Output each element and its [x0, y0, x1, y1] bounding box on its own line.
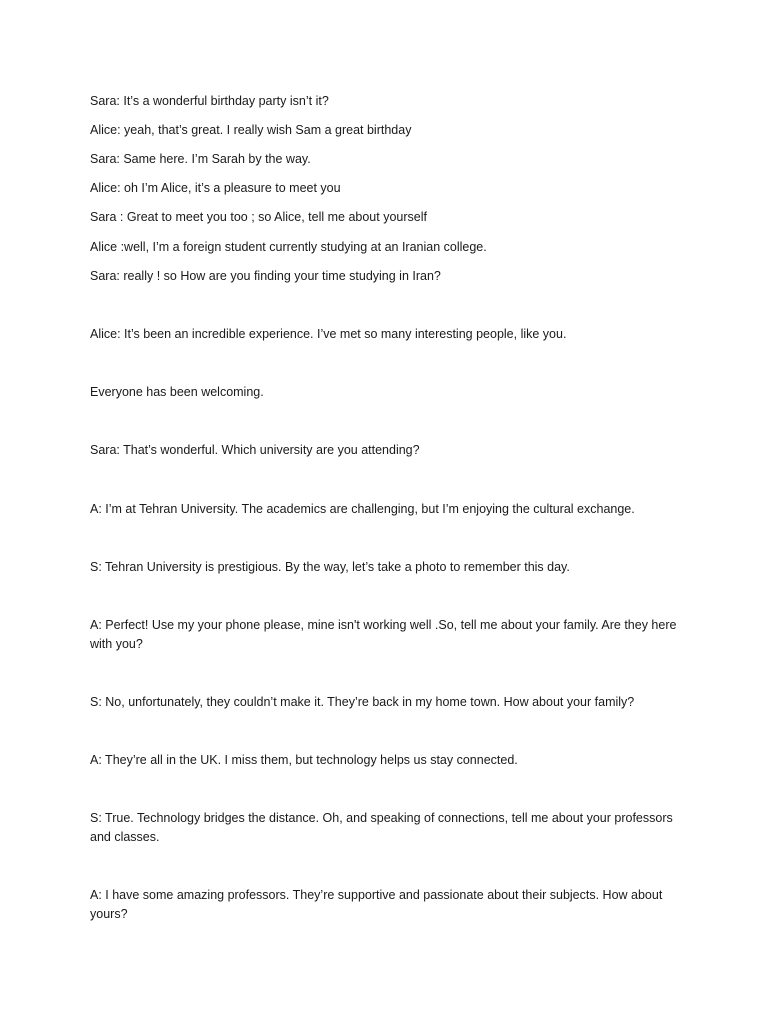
dialogue-line: A: I’m at Tehran University. The academics are challenging, but I’m enjoying the cultural exchange. [90, 502, 635, 516]
dialogue-line: S: No, unfortunately, they couldn’t make it. They’re back in my home town. How about your family? [90, 695, 635, 709]
dialogue-line: Sara: really ! so How are you finding your time studying in Iran? [90, 269, 441, 283]
dialogue-line: A: I have some amazing professors. They’re supportive and passionate about their subjects. How about yours? [90, 888, 663, 921]
dialogue-line: A: Perfect! Use my your phone please, mine isn't working well .So, tell me about your family. Are they here with you? [90, 618, 677, 651]
dialogue-line: Sara: It’s a wonderful birthday party isn’t it? [90, 94, 329, 108]
dialogue-line: A: They’re all in the UK. I miss them, but technology helps us stay connected. [90, 753, 518, 767]
dialogue-line: Alice: oh I’m Alice, it’s a pleasure to meet you [90, 181, 341, 195]
dialogue-line: Everyone has been welcoming. [90, 385, 264, 399]
dialogue-line: Alice :well, I’m a foreign student currently studying at an Iranian college. [90, 240, 487, 254]
dialogue-line: S: Tehran University is prestigious. By the way, let’s take a photo to remember this day. [90, 560, 570, 574]
dialogue-line: Sara: Same here. I’m Sarah by the way. [90, 152, 311, 166]
dialogue-line: Alice: yeah, that’s great. I really wish Sam a great birthday [90, 123, 412, 137]
dialogue-line: Sara : Great to meet you too ; so Alice, tell me about yourself [90, 210, 427, 224]
dialogue-line: Alice: It’s been an incredible experience. I’ve met so many interesting people, like you. [90, 327, 567, 341]
dialogue-line: S: True. Technology bridges the distance. Oh, and speaking of connections, tell me about your professors and classes. [90, 811, 673, 844]
dialogue-line: Sara: That’s wonderful. Which university are you attending? [90, 443, 420, 457]
